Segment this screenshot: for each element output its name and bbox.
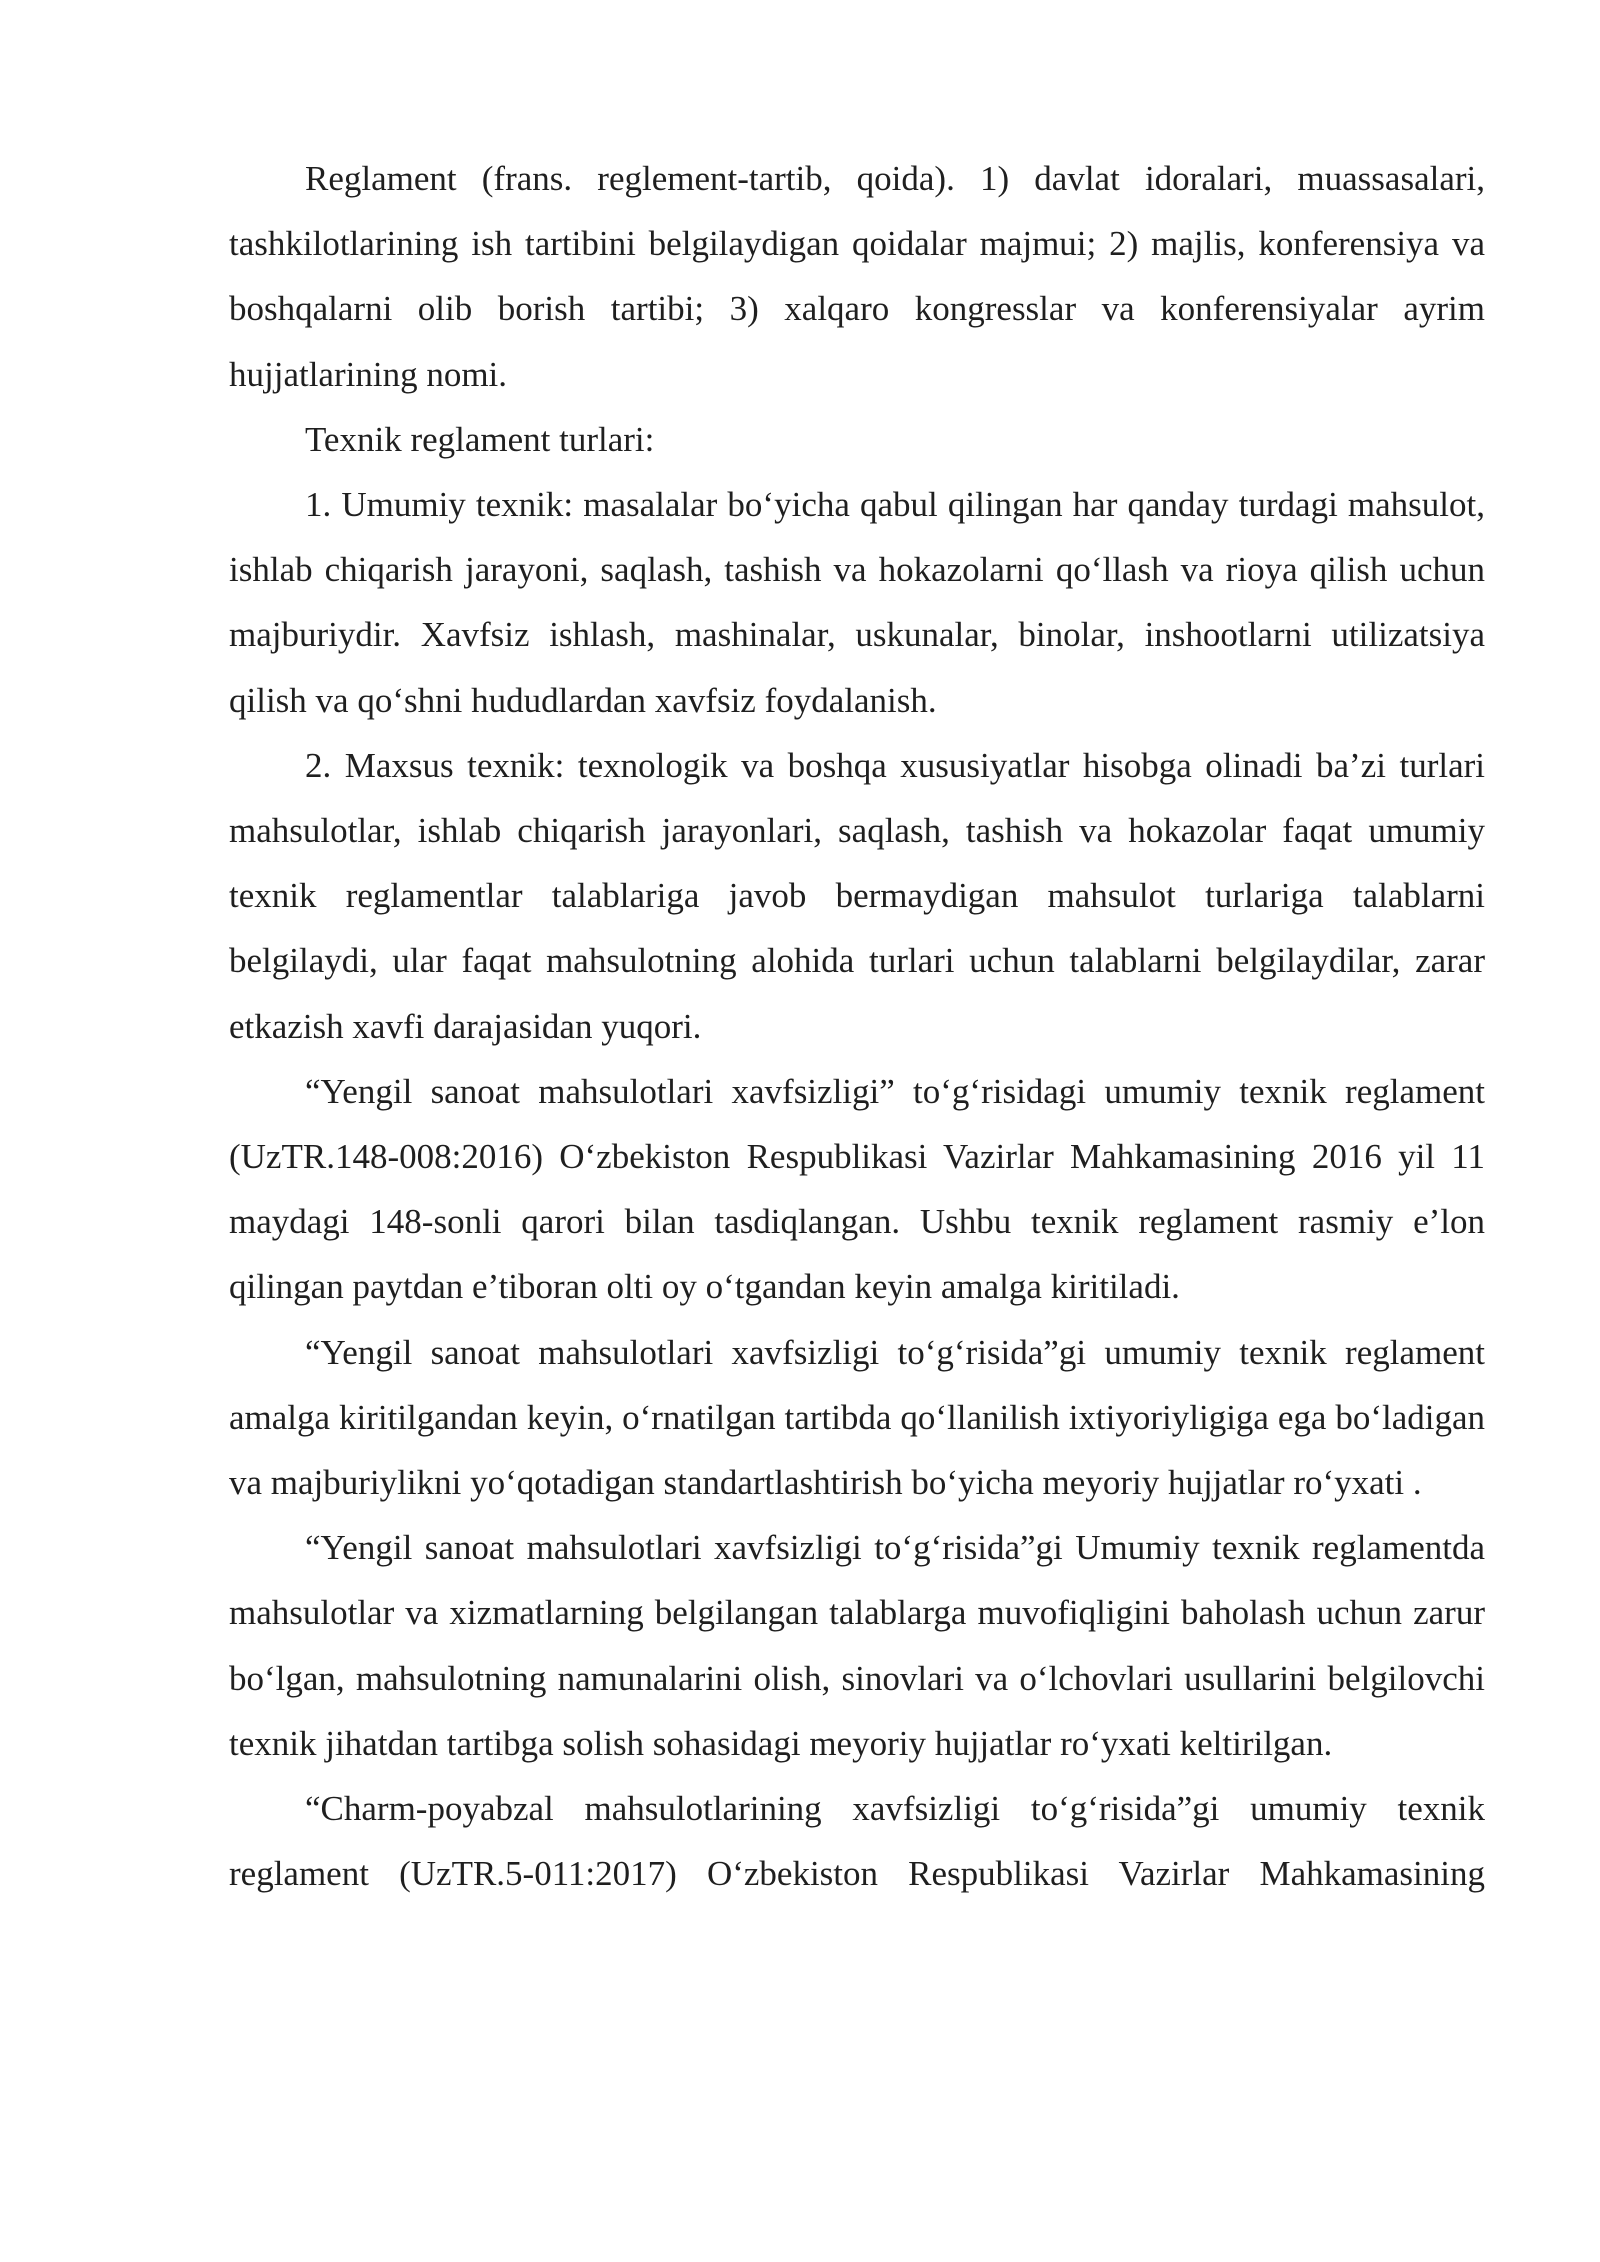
paragraph-general-technical: 1. Umumiy texnik: masalalar bo‘yicha qabul qilingan har qanday turdagi mahsulot, ishlab chiqarish jarayoni, saqlash, tashish va hokazolarni qo‘llash va rioya qilish uchun majburiydir. Xavfsiz ishlash, mashinalar, uskunalar, binolar, inshootlarni utilizatsiya qilish va qo‘shni hududlardan xavfsiz foydalanish. bbox=[229, 485, 1485, 720]
paragraph-leather-footwear-reglament: “Charm-poyabzal mahsulotlarining xavfsizligi to‘g‘risida”gi umumiy texnik reglament (UzTR.5-011:2017) O‘zbekiston Respublikasi Vazirlar Mahkamasining bbox=[229, 1789, 1485, 1894]
paragraph-standards-list: “Yengil sanoat mahsulotlari xavfsizligi to‘g‘risida”gi umumiy texnik reglament amalga kiritilgandan keyin, o‘rnatilgan tartibda qo‘llanilish ixtiyoriyligiga ega bo‘ladigan va majburiylikni yo‘qotadigan standartlashtirish bo‘yicha meyoriy hujjatlar ro‘yxati . bbox=[229, 1332, 1485, 1503]
paragraph-reglament-definition: Reglament (frans. reglement-tartib, qoida). 1) davlat idoralari, muassasalari, tashkilotlarining ish tartibini belgilaydigan qoidalar majmui; 2) majlis, konferensiya va boshqalarni olib borish tartibi; 3) xalqaro kongresslar va konferensiyalar ayrim hujjatlarining nomi. bbox=[229, 159, 1485, 394]
paragraph-conformity-documents: “Yengil sanoat mahsulotlari xavfsizligi to‘g‘risida”gi Umumiy texnik reglamentda mahsulotlar va xizmatlarning belgilangan talablarga muvofiqligini baholash uchun zarur bo‘lgan, mahsulotning namunalarini olish, sinovlari va o‘lchovlari usullarini belgilovchi texnik jihatdan tartibga solish sohasidagi meyoriy hujjatlar ro‘yxati keltirilgan. bbox=[229, 1528, 1485, 1763]
document-body bbox=[229, 146, 1485, 1906]
paragraph-reglament-types-heading: Texnik reglament turlari: bbox=[305, 419, 655, 459]
paragraph-special-technical: 2. Maxsus texnik: texnologik va boshqa xususiyatlar hisobga olinadi ba’zi turlari mahsulotlar, ishlab chiqarish jarayonlari, saqlash, tashish va hokazolar faqat umumiy texnik reglamentlar talablariga javob bermaydigan mahsulot turlariga talablarni belgilaydi, ular faqat mahsulotning alohida turlari uchun talablarni belgilaydilar, zarar etkazish xavfi darajasidan yuqori. bbox=[229, 745, 1485, 1046]
paragraph-light-industry-reglament: “Yengil sanoat mahsulotlari xavfsizligi” to‘g‘risidagi umumiy texnik reglament (UzTR.148-008:2016) O‘zbekiston Respublikasi Vazirlar Mahkamasining 2016 yil 11 maydagi 148-sonli qarori bilan tasdiqlangan. Ushbu texnik reglament rasmiy e’lon qilingan paytdan e’tiboran olti oy o‘tgandan keyin amalga kiritiladi. bbox=[229, 1071, 1485, 1307]
